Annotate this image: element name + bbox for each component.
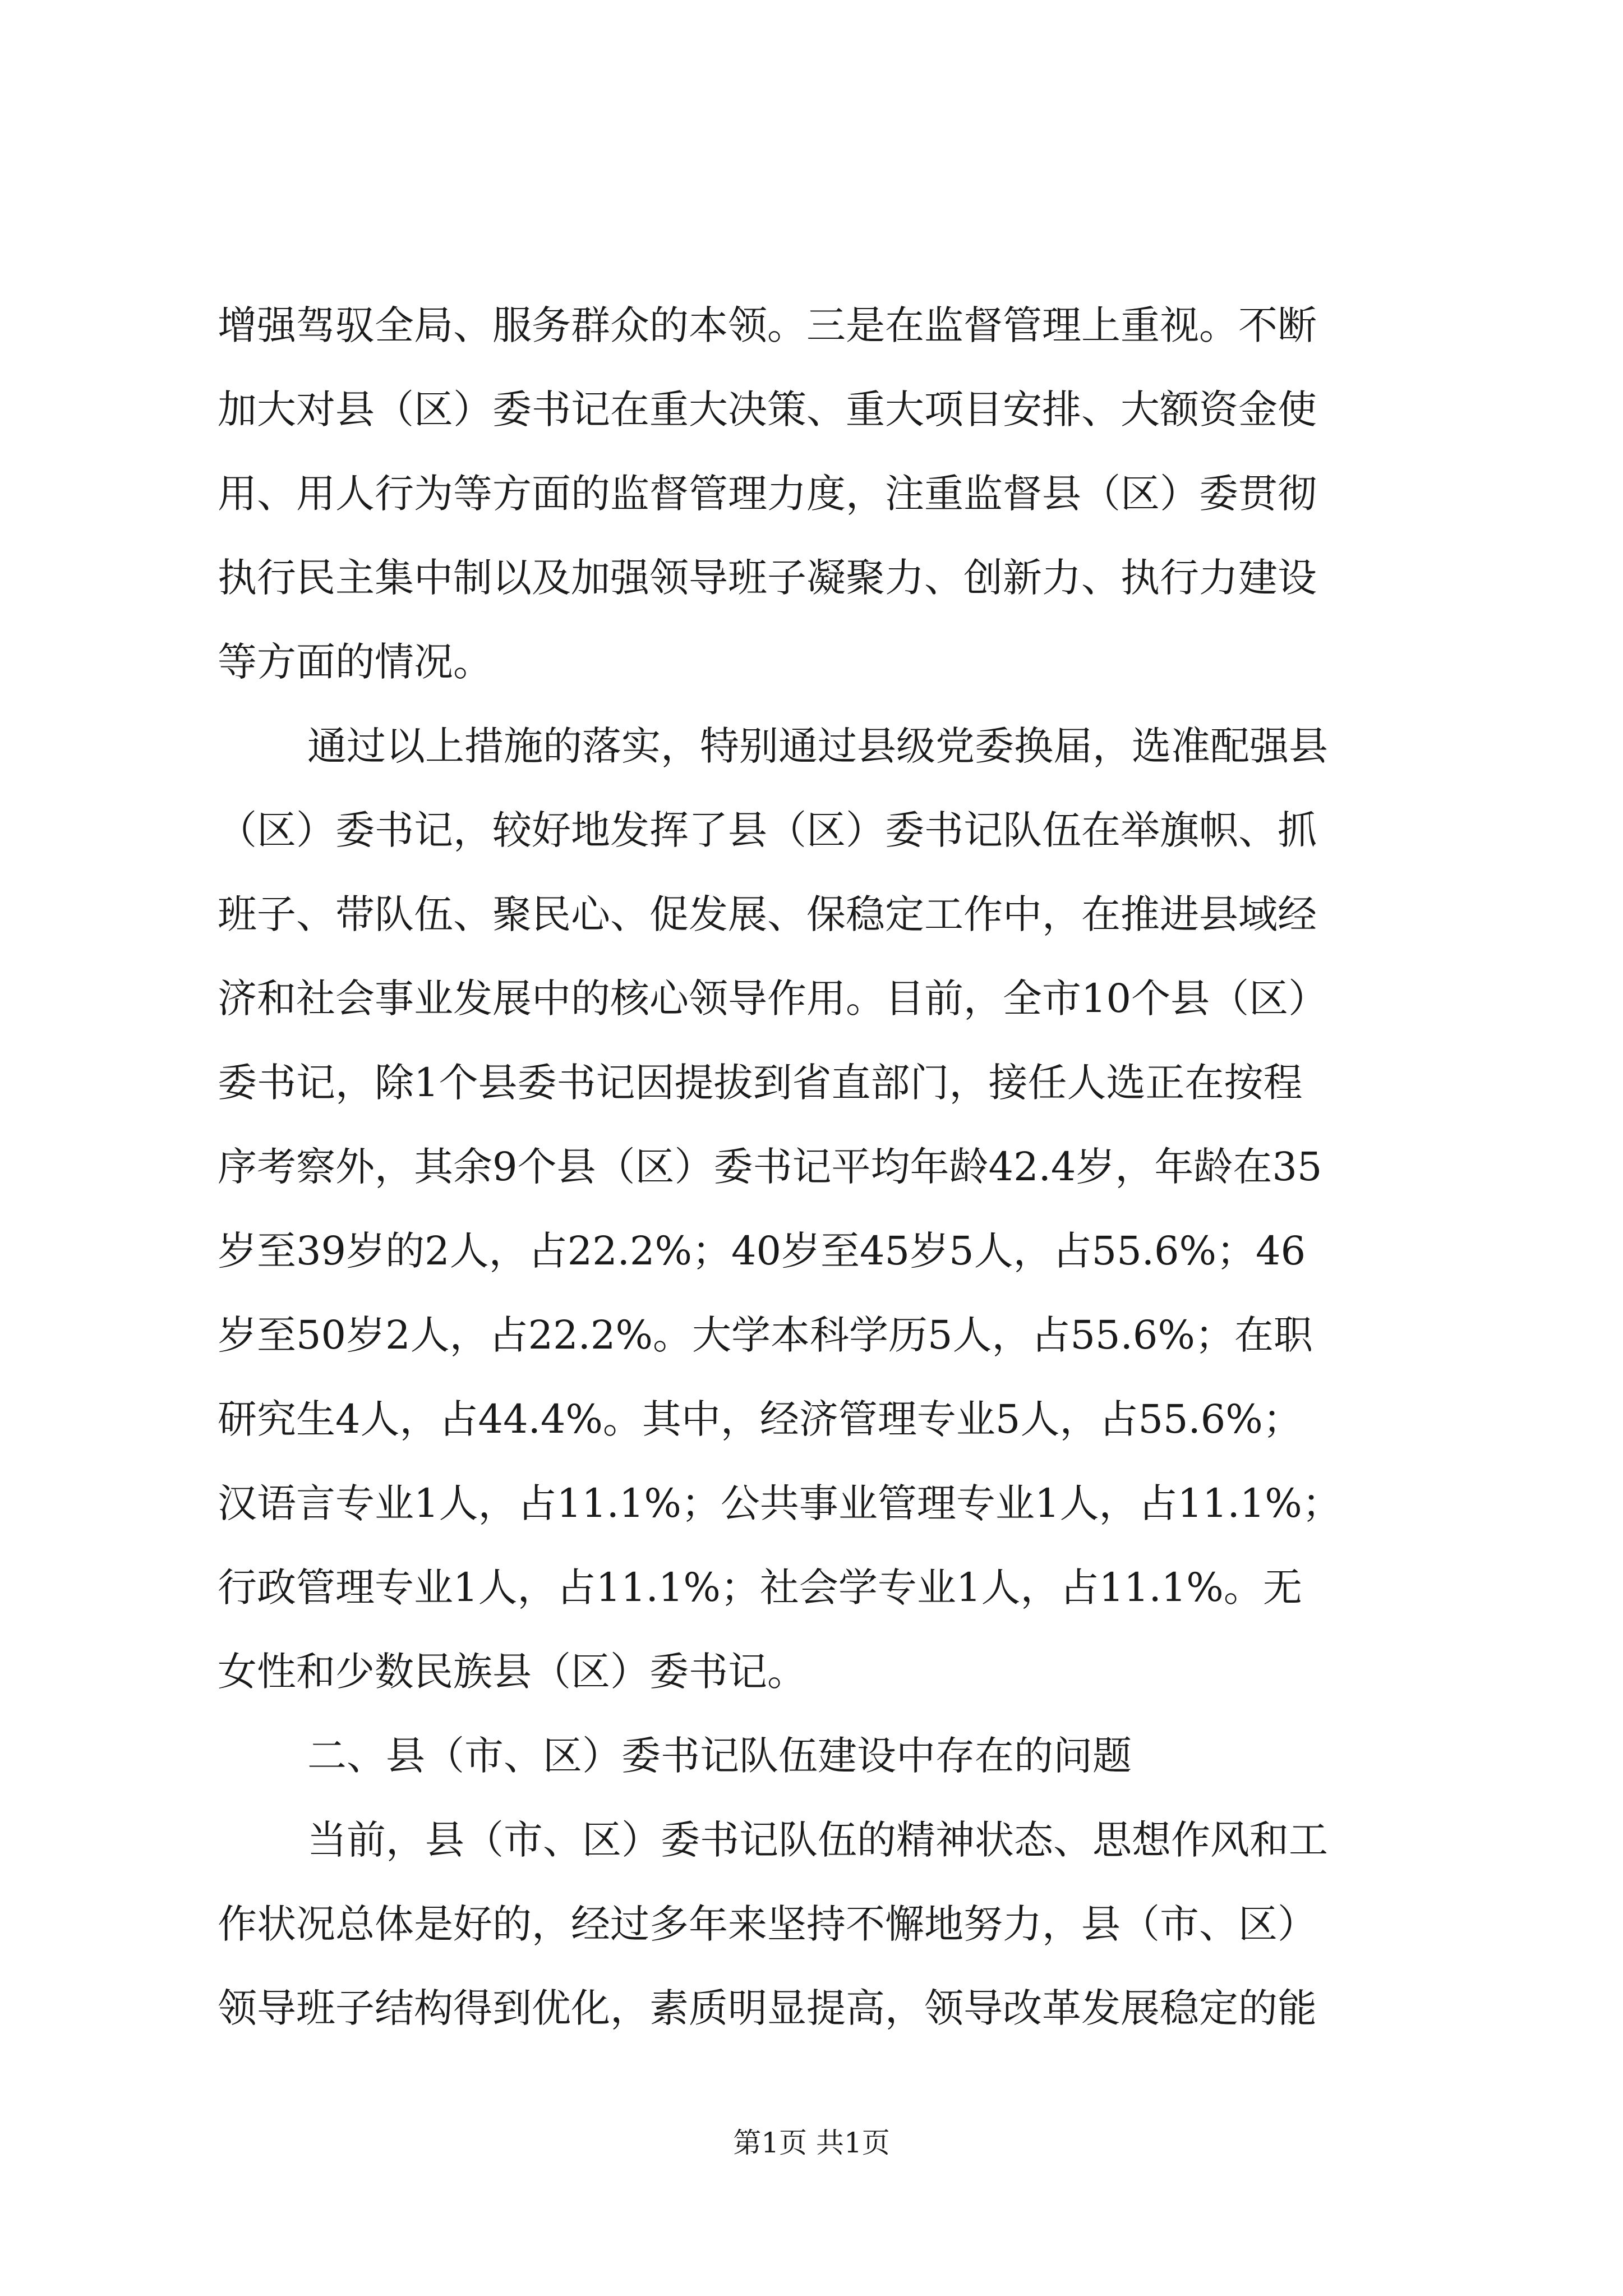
line-text: 执行民主集中制以及加强领导班子凝聚力、创新力、执行力建设 [218,555,1317,601]
line-text: 加大对县（区）委书记在重大决策、重大项目安排、大额资金使 [218,386,1317,432]
section-heading-text: 二、县（市、区）委书记队伍建设中存在的问题 [307,1733,1132,1779]
text-line [0,297,1623,353]
line-text: 序考察外，其余9个县（区）委书记平均年龄42.4岁，年龄在35 [218,1144,1322,1190]
line-text: 岁至50岁2人，占22.2%。大学本科学历5人，占55.6%；在职 [218,1312,1313,1358]
text-line [0,1644,1623,1700]
line-text: 济和社会事业发展中的核心领导作用。目前，全市10个县（区） [218,976,1328,1022]
line-text: 研究生4人，占44.4%。其中，经济管理专业5人，占55.6%； [218,1396,1302,1442]
line-text: （区）委书记，较好地发挥了县（区）委书记队伍在举旗帜、抓 [218,807,1317,853]
text-line [0,718,1623,774]
text-line [0,634,1623,690]
line-text: 当前，县（市、区）委书记队伍的精神状态、思想作风和工 [307,1817,1328,1863]
text-line [0,1896,1623,1952]
text-line [0,802,1623,858]
page-footer [0,2120,1623,2165]
text-line [0,1391,1623,1447]
text-line [0,1223,1623,1279]
line-text: 通过以上措施的落实，特别通过县级党委换届，选准配强县 [307,723,1328,769]
line-text: 行政管理专业1人，占11.1%；社会学专业1人，占11.1%。无 [218,1565,1302,1611]
line-text: 增强驾驭全局、服务群众的本领。三是在监督管理上重视。不断 [218,302,1317,348]
text-line [0,1980,1623,2036]
text-line [0,1559,1623,1616]
line-text: 岁至39岁的2人，占22.2%；40岁至45岁5人，占55.6%；46 [218,1228,1306,1274]
text-line [0,1139,1623,1195]
text-line [0,466,1623,522]
text-line [0,1812,1623,1868]
text-line [0,1475,1623,1531]
section-heading [0,1728,1623,1784]
line-text: 女性和少数民族县（区）委书记。 [218,1649,806,1695]
line-text: 班子、带队伍、聚民心、促发展、保稳定工作中，在推进县域经 [218,891,1317,937]
line-text: 用、用人行为等方面的监督管理力度，注重监督县（区）委贯彻 [218,471,1317,517]
line-text: 作状况总体是好的，经过多年来坚持不懈地努力，县（市、区） [218,1901,1317,1947]
line-text: 汉语言专业1人，占11.1%；公共事业管理专业1人，占11.1%； [218,1480,1341,1526]
text-line [0,381,1623,438]
page-number: 第1页 共1页 [733,2127,890,2159]
text-line [0,970,1623,1027]
text-line [0,1055,1623,1111]
text-line [0,1307,1623,1363]
text-line [0,886,1623,942]
line-text: 委书记，除1个县委书记因提拔到省直部门，接任人选正在按程 [218,1060,1303,1106]
text-line [0,550,1623,606]
line-text: 等方面的情况。 [218,639,492,685]
line-text: 领导班子结构得到优化，素质明显提高，领导改革发展稳定的能 [218,1985,1317,2031]
